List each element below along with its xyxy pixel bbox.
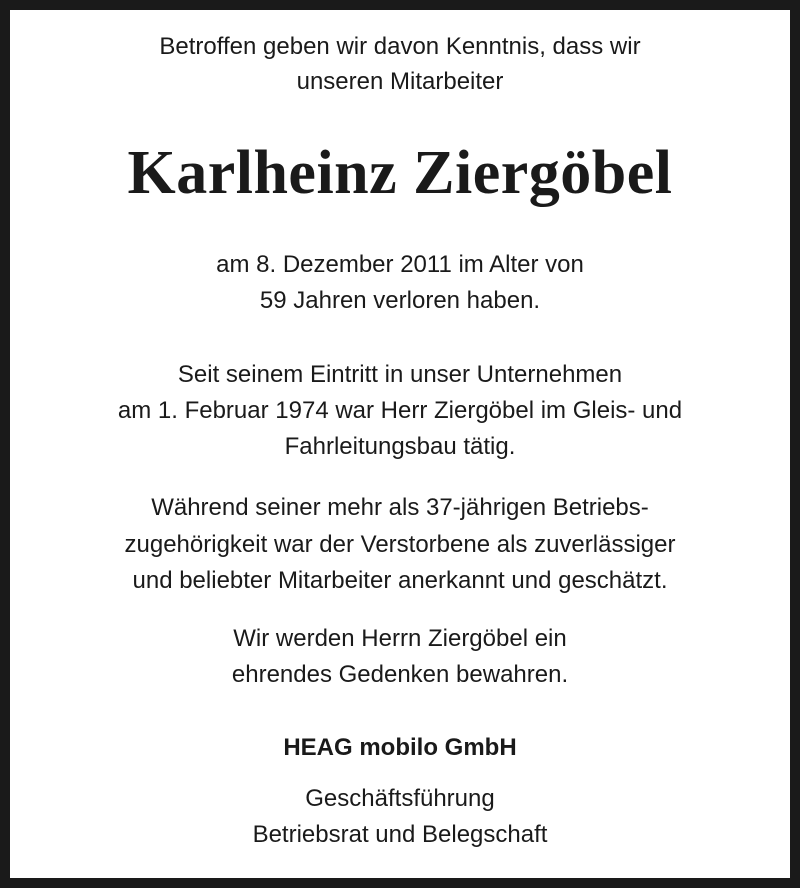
obituary-notice (10, 10, 790, 878)
career-line: Seit seinem Eintritt in unser Unternehmen (177, 361, 623, 388)
career-line: am 1. Februar 1974 war Herr Ziergöbel im Gleis- und (117, 397, 683, 424)
company-name: HEAG mobilo GmbH (283, 734, 517, 761)
memory-line: ehrendes Gedenken bewahren. (231, 661, 569, 688)
tribute-line: Während seiner mehr als 37-jährigen Betriebs- (151, 494, 649, 521)
career-line: Fahrleitungsbau tätig. (284, 433, 516, 460)
tribute-line: zugehörigkeit war der Verstorbene als zuverlässiger (124, 531, 676, 558)
memory-line: Wir werden Herrn Ziergöbel ein (233, 625, 567, 652)
deceased-name: Karlheinz Ziergöbel (127, 139, 673, 207)
intro-line: Betroffen geben wir davon Kenntnis, dass wir (159, 33, 641, 60)
signature-line: Geschäftsführung (305, 785, 495, 812)
signature-line: Betriebsrat und Belegschaft (252, 821, 548, 848)
intro-line: unseren Mitarbeiter (296, 68, 504, 95)
death-info-line: 59 Jahren verloren haben. (259, 287, 541, 314)
tribute-line: und beliebter Mitarbeiter anerkannt und geschätzt. (132, 567, 668, 594)
death-info-line: am 8. Dezember 2011 im Alter von (216, 251, 584, 278)
